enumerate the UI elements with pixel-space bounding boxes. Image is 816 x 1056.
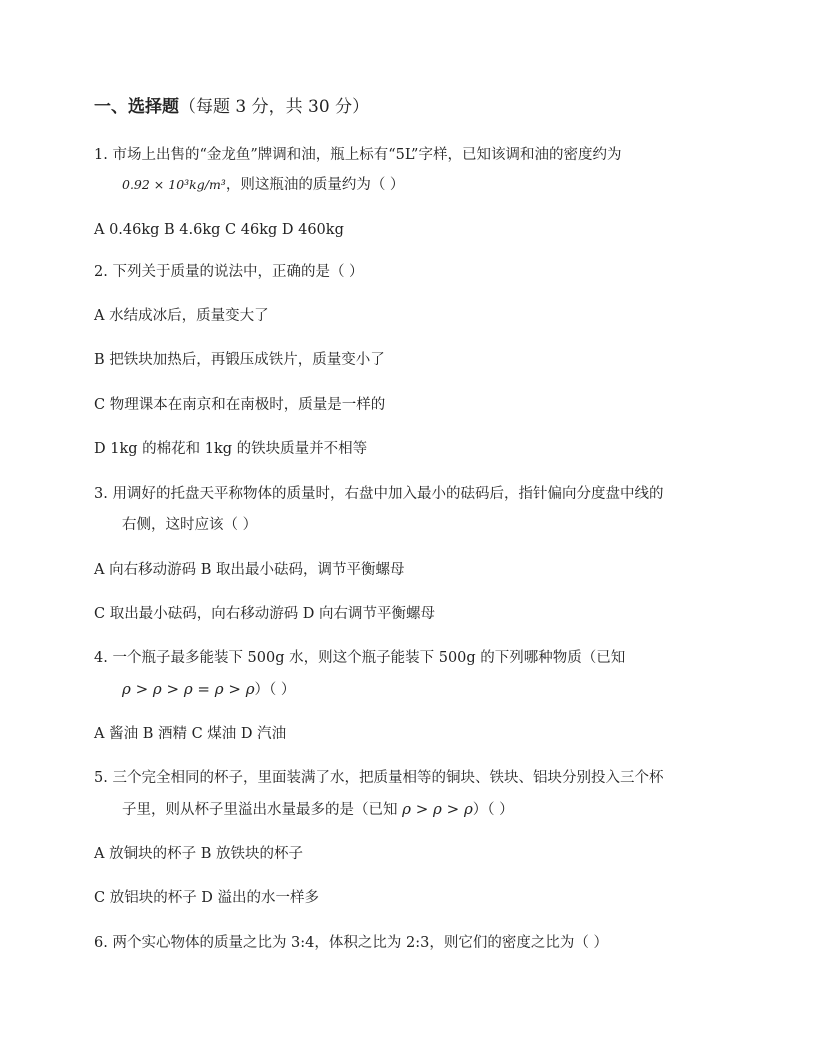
- q4-stem-line2: [122, 679, 295, 700]
- q6-stem: 6. 两个实心物体的质量之比为 3:4，体积之比为 2:3，则它们的密度之比为（ ）: [94, 935, 608, 951]
- q3-stem-line2: 右侧，这时应该（ ）: [122, 517, 258, 533]
- q4-options: A 酱油 B 酒精 C 煤油 D 汽油: [94, 726, 287, 742]
- q1-density-formula: 0.92 × 10³kg/m³: [122, 177, 226, 192]
- q3-options-ab: A 向右移动游码 B 取出最小砝码，调节平衡螺母: [94, 562, 405, 578]
- q4-stem-line2-rest: ）（ ）: [254, 682, 296, 698]
- q5-options-cd: C 放铝块的杯子 D 溢出的水一样多: [94, 890, 320, 906]
- q3-options-cd: C 取出最小砝码，向右移动游码 D 向右调节平衡螺母: [94, 606, 436, 622]
- q1-stem-line2: [122, 175, 404, 195]
- section-title-rest: （每题 3 分，共 30 分）: [179, 97, 370, 117]
- q5-stem-line1: 5. 三个完全相同的杯子，里面装满了水，把质量相等的铜块、铁块、铝块分别投入三个杯: [94, 770, 664, 786]
- q2-option-c: C 物理课本在南京和在南极时，质量是一样的: [94, 397, 386, 413]
- q5-stem-line2: [122, 799, 514, 820]
- q2-stem: 2. 下列关于质量的说法中，正确的是（ ）: [94, 264, 364, 280]
- q1-options: A 0.46kg B 4.6kg C 46kg D 460kg: [94, 222, 344, 238]
- section-title-bold: 一、选择题: [94, 97, 179, 117]
- q2-option-a: A 水结成冰后，质量变大了: [94, 308, 269, 324]
- q4-density-formula: ρ > ρ > ρ = ρ > ρ: [122, 680, 255, 698]
- q5-stem-line2-pre: 子里，则从杯子里溢出水量最多的是（已知: [122, 802, 403, 818]
- q1-stem-line1: 1. 市场上出售的“金龙鱼”牌调和油，瓶上标有“5L”字样，已知该调和油的密度约为: [94, 147, 622, 163]
- q5-stem-line2-rest: ）（ ）: [472, 802, 514, 818]
- q3-stem-line1: 3. 用调好的托盘天平称物体的质量时，右盘中加入最小的砝码后，指针偏向分度盘中线的: [94, 486, 664, 502]
- q5-options-ab: A 放铜块的杯子 B 放铁块的杯子: [94, 846, 303, 862]
- q4-stem-line1: 4. 一个瓶子最多能装下 500g 水，则这个瓶子能装下 500g 的下列哪种物质（已知: [94, 650, 626, 666]
- q5-density-formula: ρ > ρ > ρ: [402, 800, 473, 818]
- q2-option-b: B 把铁块加热后，再锻压成铁片，质量变小了: [94, 352, 385, 368]
- q1-stem-line2-rest: ，则这瓶油的质量约为（ ）: [225, 177, 405, 193]
- section-heading: [94, 96, 369, 118]
- q2-option-d: D 1kg 的棉花和 1kg 的铁块质量并不相等: [94, 441, 368, 457]
